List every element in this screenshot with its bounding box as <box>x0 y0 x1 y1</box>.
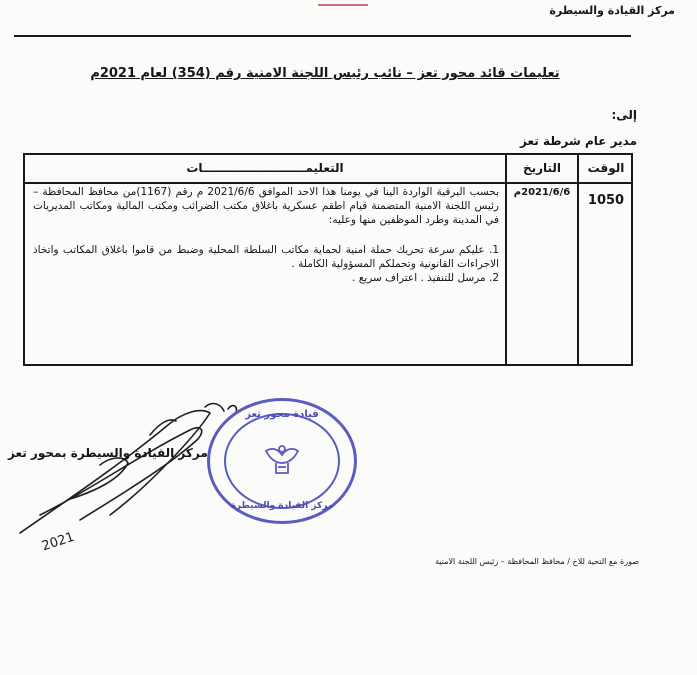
header-divider <box>14 35 631 37</box>
column-divider <box>577 155 579 364</box>
cell-instructions <box>33 185 499 285</box>
header-instructions: التعليمـــــــــــــــــــــــــات <box>186 161 344 175</box>
header-row-divider <box>25 182 631 184</box>
red-mark <box>318 0 368 6</box>
signature-label: مركز القيادة والسيطرة بمحور تعز <box>8 446 208 460</box>
cell-time: 1050 <box>587 193 625 208</box>
to-label: إلى: <box>611 108 637 122</box>
eagle-emblem-icon <box>260 437 304 481</box>
seal-top-text: قيادة محور تعز <box>245 409 319 420</box>
header-time: الوقت <box>587 161 625 175</box>
department-header: مركز القيادة والسيطرة <box>549 4 675 17</box>
recipient: مدير عام شرطة تعز <box>520 134 637 148</box>
seal-bottom-text: مركز القيادة والسيطرة <box>230 501 334 511</box>
instruction-item: 2. مرسل للتنفيذ . اعتراف سريع . <box>352 272 499 284</box>
instructions-table <box>23 153 633 366</box>
copy-to-note: صورة مع التحية للاخ / محافظ المحافظة – رئيس اللجنة الامنية <box>435 557 639 566</box>
instruction-paragraph: بحسب البرقية الواردة الينا في يومنا هذا الاحد الموافق 2021/6/6 م رقم (1167)من محافظ المحافظة – رئيس اللجنة الامنية المتضمنة قيام اطقم عسكرية باغلاق مكتب الضرائب ومكتب المالية ومكاتب المديريات في المدينة وطرد الموظفين منها وعليه: <box>33 186 499 226</box>
document-title: تعليمات قائد محور تعز – نائب رئيس اللجنة الامنية رقم (354) لعام 2021م <box>90 66 560 81</box>
instruction-item: 1. عليكم سرعة تحريك حملة امنية لحماية مكاتب السلطة المحلية وضبط من قاموا باغلاق المكاتب واتخاذ الاجراءات القانونية وتحملكم المسؤولية الكاملة . <box>33 244 499 270</box>
official-seal <box>207 398 357 524</box>
cell-date: 2021/6/6م <box>513 187 571 198</box>
svg-text:2021: 2021 <box>40 529 77 555</box>
header-date: التاريخ <box>522 161 562 175</box>
